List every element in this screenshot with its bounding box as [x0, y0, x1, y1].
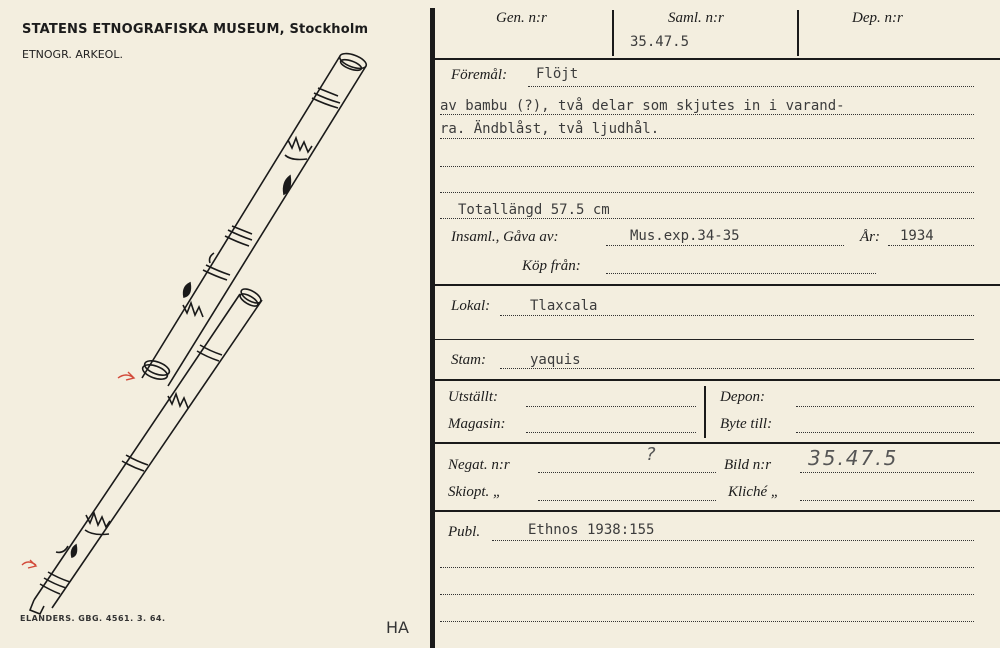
- flute-upper-segment: [141, 51, 368, 386]
- skiopt-label: Skiopt. „: [448, 484, 502, 500]
- year-label: År:: [860, 229, 880, 245]
- top-separator-2: [797, 10, 799, 56]
- tribe-value: yaquis: [530, 352, 581, 368]
- exhibit-separator: [704, 386, 706, 438]
- bought-from-label: Köp från:: [522, 258, 581, 274]
- desc-line-3: [440, 166, 974, 167]
- year-line: [888, 245, 974, 246]
- tribe-label: Stam:: [451, 352, 486, 368]
- flute-drawing: [0, 0, 430, 648]
- object-name: Flöjt: [536, 66, 579, 82]
- byte-line: [796, 432, 974, 433]
- rule-top: [435, 58, 1000, 60]
- negat-label: Negat. n:r: [448, 457, 510, 473]
- publ-label: Publ.: [448, 524, 481, 540]
- bild-label: Bild n:r: [724, 457, 772, 473]
- publ-line-2: [440, 567, 974, 568]
- object-line: [528, 86, 974, 87]
- publ-line-3: [440, 594, 974, 595]
- depon-label: Depon:: [720, 389, 765, 405]
- year-value: 1934: [900, 228, 934, 244]
- object-label: Föremål:: [451, 67, 508, 83]
- cliche-line: [800, 500, 974, 501]
- total-length: Totallängd 57.5 cm: [458, 202, 610, 218]
- rule-exhibit: [435, 442, 1000, 444]
- negat-value: ?: [646, 444, 658, 465]
- department-label: ETNOGR. ARKEOL.: [22, 48, 123, 61]
- acquisition-line: [606, 245, 844, 246]
- top-separator-1: [612, 10, 614, 56]
- locality-label: Lokal:: [451, 298, 491, 314]
- bild-value: 35.47.5: [808, 446, 899, 470]
- magasin-label: Magasin:: [448, 416, 506, 432]
- depon-line: [796, 406, 974, 407]
- desc-line-2: [440, 138, 974, 139]
- object-description-1: av bambu (?), två delar som skjutes in i varand-: [440, 98, 845, 114]
- byte-label: Byte till:: [720, 416, 773, 432]
- handwritten-initials: HA: [386, 618, 409, 637]
- locality-value: Tlaxcala: [530, 298, 598, 314]
- publ-value: Ethnos 1938:155: [528, 522, 655, 538]
- negat-line: [538, 472, 716, 473]
- publ-line-4: [440, 621, 974, 622]
- acquisition-label: Insaml., Gåva av:: [451, 229, 559, 245]
- museum-name: STATENS ETNOGRAFISKA MUSEUM, Stockholm: [22, 22, 369, 37]
- saml-nr-value: 35.47.5: [630, 34, 690, 50]
- form-left-border: [430, 8, 435, 648]
- rule-tribe: [435, 379, 1000, 381]
- rule-locality: [435, 339, 974, 340]
- utstallt-label: Utställt:: [448, 389, 499, 405]
- skiopt-line: [538, 500, 716, 501]
- acquisition-value: Mus.exp.34-35: [630, 228, 740, 244]
- locality-line: [500, 315, 974, 316]
- printer-imprint: ELANDERS. GBG. 4561. 3. 64.: [20, 614, 166, 623]
- publ-line-1: [492, 540, 974, 541]
- desc-line-4: [440, 192, 974, 193]
- utstallt-line: [526, 406, 696, 407]
- flute-lower-segment: [30, 286, 263, 614]
- gen-nr-label: Gen. n:r: [496, 10, 547, 26]
- bought-from-line: [606, 273, 876, 274]
- red-marks: [22, 372, 134, 568]
- rule-object: [435, 284, 1000, 286]
- rule-photo: [435, 510, 1000, 512]
- cliche-label: Kliché „: [728, 484, 780, 500]
- object-description-2: ra. Ändblåst, två ljudhål.: [440, 121, 660, 137]
- bild-line: [800, 472, 974, 473]
- desc-line-5: [440, 218, 974, 219]
- tribe-line: [500, 368, 974, 369]
- desc-line-1: [440, 114, 974, 115]
- magasin-line: [526, 432, 696, 433]
- dep-nr-label: Dep. n:r: [852, 10, 903, 26]
- saml-nr-label: Saml. n:r: [668, 10, 724, 26]
